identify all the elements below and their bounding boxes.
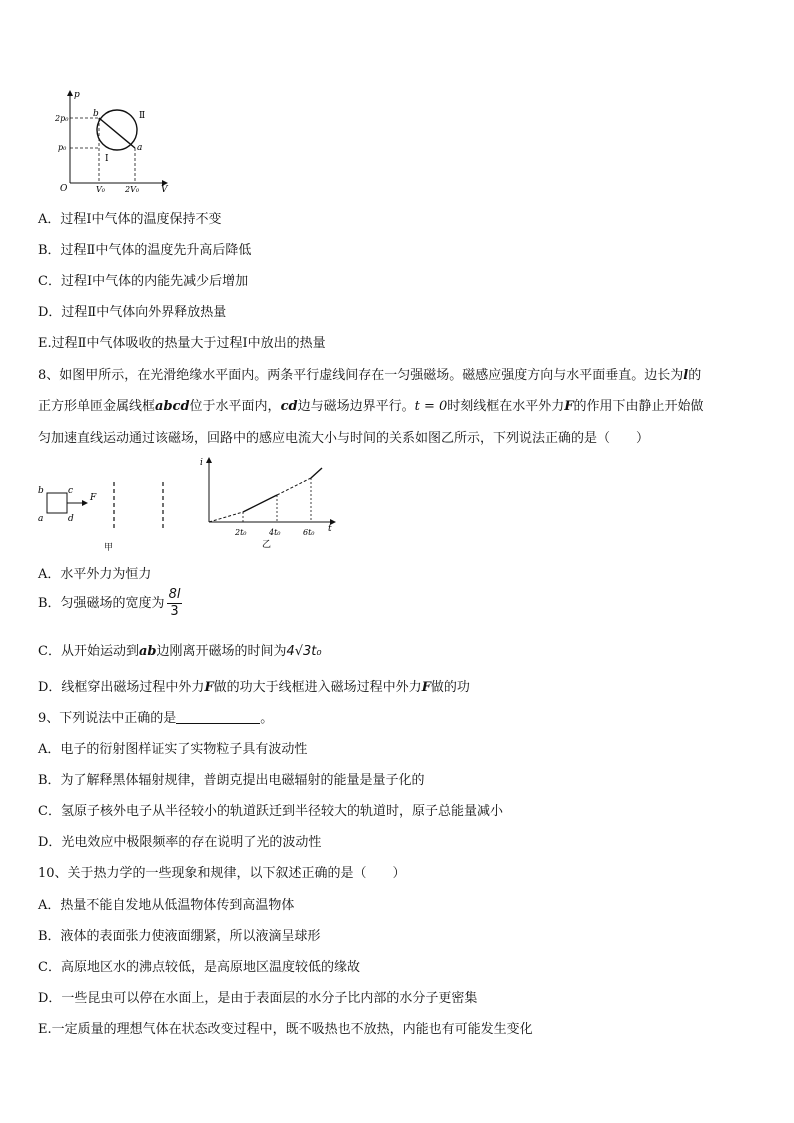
corner-d: d	[68, 514, 74, 524]
q9-option-c: C．氢原子核外电子从半径较小的轨道跃迁到半径较大的轨道时，原子总能量减小	[38, 804, 503, 819]
process-1-line	[99, 118, 135, 148]
q9-option-a: A．电子的衍射图样证实了实物粒子具有波动性	[38, 742, 308, 757]
current-solid	[243, 495, 277, 512]
tick-2v0: 2V₀	[125, 185, 140, 193]
q9-stem: 9、下列说法中正确的是 。	[38, 711, 274, 726]
square-frame	[47, 493, 67, 513]
figure-yi	[195, 455, 345, 555]
q8-option-d: D．线框穿出磁场过程中外力F做的功大于线框进入磁场过程中外力F做的功	[38, 680, 470, 695]
axis-i-label: i	[200, 458, 203, 468]
axis-t-label: t	[328, 524, 332, 534]
figure-jia	[35, 480, 185, 555]
tick-6t0: 6t₀	[303, 528, 315, 537]
tick-2t0: 2t₀	[235, 528, 247, 537]
q8-option-b: B．匀强磁场的宽度为 $\frac{8l}{3}$	[38, 587, 181, 619]
q7-option-a: A．过程Ⅰ中气体的温度保持不变	[38, 212, 222, 227]
current-solid-2	[311, 468, 322, 478]
current-dashed-1	[209, 512, 243, 522]
q10-option-b: B．液体的表面张力使液面绷紧，所以液滴呈球形	[38, 929, 321, 944]
q7-option-b: B．过程Ⅱ中气体的温度先升高后降低	[38, 243, 252, 258]
q8-stem-line2: 正方形单匝金属线框abcd位于水平面内，cd边与磁场边界平行。t = 0时刻线框在水平外力F的作用下由静止开始做	[38, 399, 704, 414]
fraction-8l-over-3: $\frac{8l}{3}$	[168, 587, 181, 619]
tick-4t0: 4t₀	[269, 528, 281, 537]
process-1-label: Ⅰ	[105, 154, 109, 164]
current-dashed-2	[277, 478, 311, 495]
q8-option-a: A．水平外力为恒力	[38, 567, 152, 582]
q8-stem-line3: 匀加速直线运动通过该磁场，回路中的感应电流大小与时间的关系如图乙所示，下列说法正确的是（ ）	[38, 431, 650, 446]
q8-stem-line1: 8、如图甲所示，在光滑绝缘水平面内。两条平行虚线间存在一匀强磁场。磁感应强度方向与水平面垂直。边长为l的	[38, 368, 702, 383]
q7-option-e: E.过程Ⅱ中气体吸收的热量大于过程Ⅰ中放出的热量	[38, 336, 326, 351]
caption-jia: 甲	[104, 543, 114, 553]
q10-option-d: D．一些昆虫可以停在水面上，是由于表面层的水分子比内部的水分子更密集	[38, 991, 478, 1006]
q7-option-d: D．过程Ⅱ中气体向外界释放热量	[38, 305, 227, 320]
q10-stem: 10、关于热力学的一些现象和规律，以下叙述正确的是（ ）	[38, 866, 406, 881]
force-label: F	[90, 493, 97, 503]
tick-v0: V₀	[96, 185, 105, 193]
axis-p-label: p	[74, 90, 80, 100]
origin-label: O	[60, 184, 68, 193]
point-b: b	[93, 109, 99, 119]
pv-diagram	[55, 88, 175, 193]
caption-yi: 乙	[262, 540, 272, 550]
process-2-label: Ⅱ	[139, 111, 146, 121]
corner-b: b	[38, 486, 44, 496]
tick-p0: p₀	[58, 143, 67, 152]
q9-option-d: D．光电效应中极限频率的存在说明了光的波动性	[38, 835, 322, 850]
tick-2p0: 2p₀	[55, 114, 69, 123]
q8-option-c: C．从开始运动到ab边刚离开磁场的时间为4√3t₀	[38, 644, 322, 659]
q10-option-e: E.一定质量的理想气体在状态改变过程中，既不吸热也不放热，内能也有可能发生变化	[38, 1022, 533, 1037]
corner-a: a	[38, 514, 44, 524]
q9-option-b: B．为了解释黑体辐射规律，普朗克提出电磁辐射的能量是量子化的	[38, 773, 425, 788]
q10-option-a: A．热量不能自发地从低温物体传到高温物体	[38, 898, 295, 913]
corner-c: c	[68, 486, 74, 496]
q7-option-c: C．过程Ⅰ中气体的内能先减少后增加	[38, 274, 249, 289]
point-a: a	[137, 143, 143, 153]
answer-blank[interactable]	[176, 711, 260, 724]
axis-v-label: V	[161, 185, 168, 193]
q10-option-c: C．高原地区水的沸点较低，是高原地区温度较低的缘故	[38, 960, 360, 975]
